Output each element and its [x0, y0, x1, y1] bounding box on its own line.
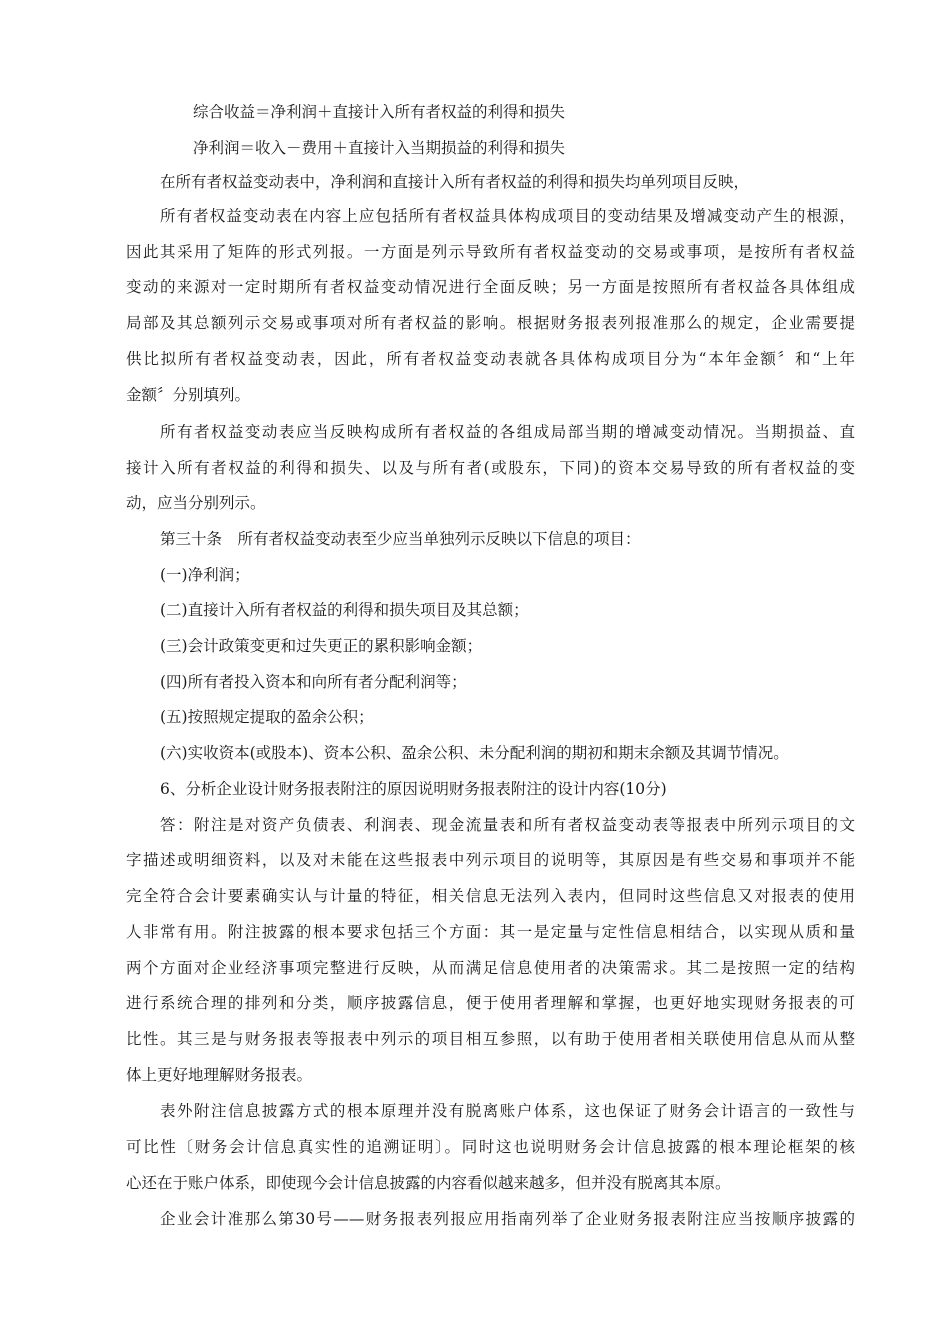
- paragraph-line: 表外附注信息披露方式的根本原理并没有脱离账户体系，这也保证了财务会计语言的一致性与: [160, 1102, 855, 1120]
- answer-line: 进行系统合理的排列和分类，顺序披露信息，便于使用者理解和掌握，也更好地实现财务报表的可: [126, 994, 855, 1012]
- list-item: (一)净利润；: [160, 566, 250, 584]
- answer-line: 两个方面对企业经济事项完整进行反映，从而满足信息使用者的决策需求。其二是按照一定的结构: [126, 959, 855, 977]
- answer-line: 答：附注是对资产负债表、利润表、现金流量表和所有者权益变动表等报表中所列示项目的文: [160, 816, 855, 834]
- answer-line: 完全符合会计要素确实认与计量的特征，相关信息无法列入表内，但同时这些信息又对报表的使用: [126, 887, 855, 905]
- formula-net-profit: 净利润＝收入－费用＋直接计入当期损益的利得和损失: [193, 139, 566, 157]
- paragraph-line: 所有者权益变动表应当反映构成所有者权益的各组成局部当期的增减变动情况。当期损益、直: [160, 423, 855, 441]
- paragraph-line: 供比拟所有者权益变动表，因此，所有者权益变动表就各具体构成项目分为“本年金额〞和“上年: [126, 350, 855, 368]
- paragraph-line: 局部及其总额列示交易或事项对所有者权益的影响。根据财务报表列报准那么的规定，企业需要提: [126, 314, 855, 332]
- list-item: (二)直接计入所有者权益的利得和损失项目及其总额；: [160, 601, 529, 619]
- answer-line: 人非常有用。附注披露的根本要求包括三个方面：其一是定量与定性信息相结合，以实现从质和量: [126, 923, 855, 941]
- list-item: (四)所有者投入资本和向所有者分配利润等；: [160, 673, 467, 691]
- paragraph-line: 企业会计准那么第30号——财务报表列报应用指南列举了企业财务报表附注应当按顺序披露的: [160, 1210, 855, 1228]
- paragraph-line: 心还在于账户体系，即使现今会计信息披露的内容看似越来越多，但并没有脱离其本原。: [126, 1174, 731, 1192]
- paragraph-line: 所有者权益变动表在内容上应包括所有者权益具体构成项目的变动结果及增减变动产生的根源，: [160, 207, 855, 225]
- paragraph-line: 可比性〔财务会计信息真实性的追溯证明〕。同时这也说明财务会计信息披露的根本理论框架的核: [126, 1138, 855, 1156]
- paragraph-line: 在所有者权益变动表中，净利润和直接计入所有者权益的利得和损失均单列项目反映，: [160, 173, 750, 191]
- answer-line: 体上更好地理解财务报表。: [126, 1066, 313, 1084]
- formula-comprehensive-income: 综合收益＝净利润＋直接计入所有者权益的利得和损失: [193, 103, 566, 121]
- answer-line: 字描述或明细资料，以及对未能在这些报表中列示项目的说明等，其原因是有些交易和事项并不能: [126, 851, 855, 869]
- list-item: (三)会计政策变更和过失更正的累积影响金额；: [160, 637, 483, 655]
- list-item: (五)按照规定提取的盈余公积；: [160, 708, 374, 726]
- list-item: (六)实收资本(或股本)、资本公积、盈余公积、未分配利润的期初和期末余额及其调节情况。: [160, 744, 789, 762]
- paragraph-line: 接计入所有者权益的利得和损失、以及与所有者(或股东，下同)的资本交易导致的所有者权益的变: [126, 459, 855, 477]
- question-heading: 6、分析企业设计财务报表附注的原因说明财务报表附注的设计内容(10分): [160, 780, 667, 798]
- paragraph-line: 动，应当分别列示。: [126, 494, 266, 512]
- paragraph-line: 因此其采用了矩阵的形式列报。一方面是列示导致所有者权益变动的交易或事项，是按所有者权益: [126, 243, 855, 261]
- answer-line: 比性。其三是与财务报表等报表中列示的项目相互参照，以有助于使用者相关联使用信息从而从整: [126, 1030, 855, 1048]
- article-heading: 第三十条 所有者权益变动表至少应当单独列示反映以下信息的项目：: [160, 530, 641, 548]
- paragraph-line: 变动的来源对一定时期所有者权益变动情况进行全面反映；另一方面是按照所有者权益各具体组成: [126, 278, 855, 296]
- paragraph-line: 金额〞分别填列。: [126, 386, 251, 404]
